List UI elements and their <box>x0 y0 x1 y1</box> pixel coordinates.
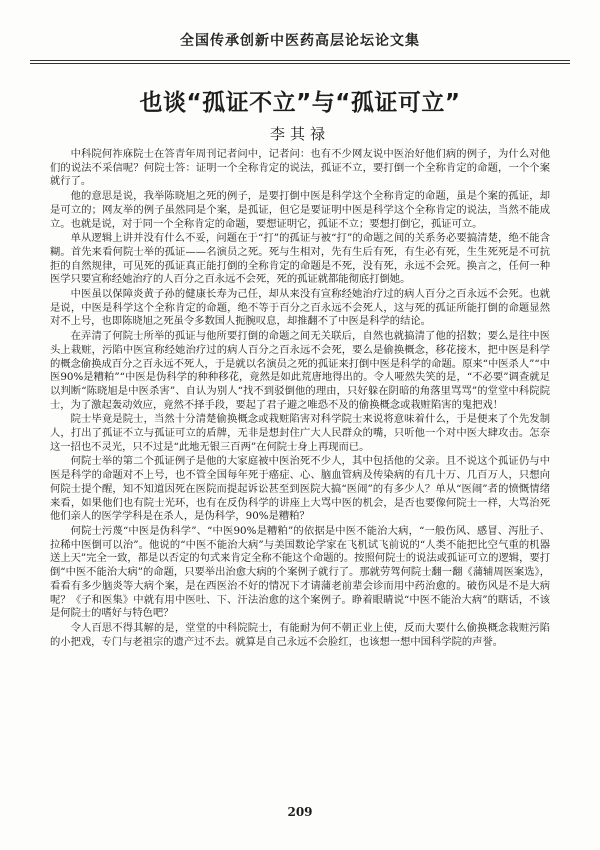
page-number: 209 <box>287 805 313 819</box>
paragraph: 他的意思是说，我举陈晓旭之死的例子，是要打倒中医是科学这个全称肯定的命题，虽是个案的孤证，却是可立的；网友举的例子虽然同是个案，是孤证，但它是要证明中医是科学这个全称肯定的说法，当然不能成立。也就是说，对于同一个全称肯定的命题，要想证明它，孤证不立；要想打倒它，孤证可立。 <box>50 190 550 230</box>
paragraph: 院士毕竟是院士，当然十分清楚偷换概念或栽赃陷害对科学院士来说将意味着什么，于是便来了个先发制人，打出了孤证不立与孤证可立的盾牌，无非是想封住广大人民群众的嘴，只听他一个对中医大肆攻击。怎奈这一招也不灵光，只不过是“此地无银三百两”在何院士身上再现而已。 <box>50 413 550 453</box>
paragraph: 令人百思不得其解的是，堂堂的中科院院士，有能耐为何不朝正业上使，反而大要什么偷换概念栽赃污陷的小把戏，专门与老祖宗的遗产过不去。就算是自己永远不会脸红，也该想一想中国科学院的声誉。 <box>50 621 550 648</box>
running-header: 全国传承创新中医药高层论坛论文集 <box>180 33 420 49</box>
article-body <box>50 148 550 650</box>
article-author: 李其禄 <box>269 125 330 143</box>
paragraph: 在弄清了何院士所举的孤证与他所要打倒的命题之间无关联后，自然也就搞清了他的招数；要么是往中医头上栽赃，污陷中医宣称经她治疗过的病人百分之百永远不会死，要么是偷换概念，移花接木，把中医是科学的概念偷换成百分之百永远不死人，于是就以名演员之死的孤证来打倒中医是科学的命题。原来“中医杀人”“中医90%是糟粕”“中医是伪科学的种种移花，竟然是如此荒唐地得出的。令人哑然失笑的是，“不必要”调查就足以判断“陈晓旭是中医杀害”、自认为别人“找不到驳倒他的理由，只好躲在阴暗的角落里骂骂”的堂堂中科院院士，为了激起轰动效应，竟然不择手段，要起了君子避之唯恐不及的偷换概念或栽赃陷害的鬼把戏！ <box>50 330 550 411</box>
article-title: 也谈“孤证不立”与“孤证可立” <box>139 90 461 116</box>
header-rule-thick <box>30 60 570 61</box>
paragraph: 单从逻辑上讲并没有什么不妥，问题在于“打”的孤证与被“打”的命题之间的关系务必要搞清楚，绝不能含糊。首先来看何院士举的孤证——名演员之死。死与生相对，先有生后有死，有生必有死，生生死死是不可抗拒的自然规律，可见死的孤证真正能打倒的全称肯定的命题是不死，没有死，永远不会死。换言之，任何一种医学只要宣称经她治疗的人百分之百永远不会死，死的孤证就都能彻底打倒她。 <box>50 232 550 286</box>
header-rule-thin <box>30 63 570 64</box>
paragraph: 何院士举的第二个孤证例子是他的大家庭被中医治死不少人，其中包括他的父亲。且不说这个孤证仍与中医是科学的命题对不上号，也不管全国每年死于癌症、心、脑血管病及传染病的有几十万、几百万人，只想向何院士提个醒，知不知道因死在医院而提起诉讼甚至到医院大搞“医闹”的有多少人？单从“医闹”者的愤慨情绪来看，如果他们也有院士光环，也有在反伪科学的讲座上大骂中医的机会，是否也要像何院士一样，大骂治死他们亲人的医学学科是在杀人，是伪科学，90%是糟粕？ <box>50 455 550 523</box>
paragraph: 中科院何祚庥院士在答青年周刊记者问中，记者问：也有不少网友说中医治好他们病的例子，为什么对他们的说法不采信呢？何院士答：证明一个全称肯定的说法，孤证不立，要打倒一个全称肯定的命题，一个个案就行了。 <box>50 148 550 188</box>
paragraph: 何院士污蔑“中医是伪科学”、“中医90%是糟粕”的依据是中医不能治大病，“一般伤风、感冒、泻肚子、拉稀中医倒可以治”。他说的“中医不能治大病”与美国数论学家在飞机试飞前说的“人类不能把比空气重的机器送上天”完全一致，都是以否定的句式来肯定全称不能这个命题的。按照何院士的说法或孤证可立的逻辑，要打倒“中医不能治大病”的命题，只要举出治愈大病的个案例子就行了。那就劳驾何院士翻一翻《蒲辅周医案选》，看看有多少脑炎等大病个案，是在西医治不好的情况下才请蒲老前辈会诊而用中药治愈的。破伤风是不是大病呢？《子和医集》中就有用中医吐、下、汗法治愈的这个案例子。睁着眼睛说“中医不能治大病”的瞎话，不该是何院士的嗜好与特色吧？ <box>50 524 550 620</box>
paragraph: 中医虽以保障炎黄子孙的健康长寿为己任，却从来没有宣称经她治疗过的病人百分之百永远不会死。也就是说，中医是科学这个全称肯定的命题，绝不等于百分之百永远不会死人，这与死的孤证所能打倒的命题显然对不上号，也即陈晓旭之死虽令多数国人扼腕叹息，却推翻不了中医是科学的结论。 <box>50 288 550 328</box>
